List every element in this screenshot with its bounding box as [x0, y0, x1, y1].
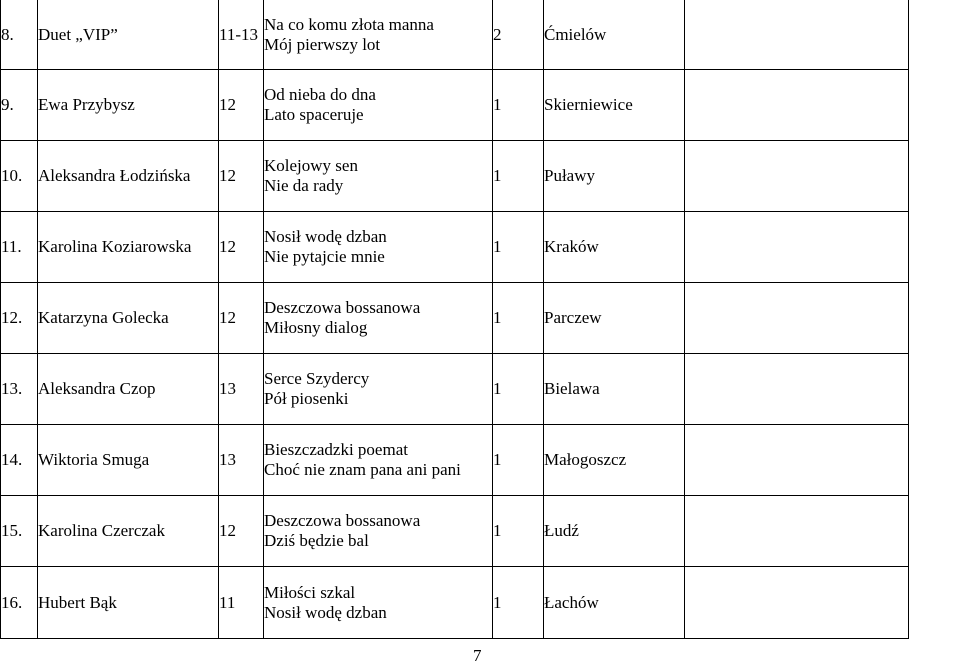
participant-name: Katarzyna Golecka: [38, 283, 219, 354]
participant-name: Ewa Przybysz: [38, 70, 219, 141]
row-number: 11.: [1, 212, 38, 283]
participant-name: Wiktoria Smuga: [38, 425, 219, 496]
song-title: Choć nie znam pana ani pani: [264, 460, 461, 479]
participant-age: 13: [219, 354, 264, 425]
table-row: [1, 212, 909, 283]
row-number: 10.: [1, 141, 38, 212]
participant-name: Hubert Bąk: [38, 567, 219, 639]
song-title: Kolejowy sen: [264, 156, 358, 175]
songs-cell: [264, 567, 493, 639]
song-title: Nie pytajcie mnie: [264, 247, 385, 266]
participant-name: Karolina Czerczak: [38, 496, 219, 567]
songs-cell: [264, 354, 493, 425]
participant-name: Karolina Koziarowska: [38, 212, 219, 283]
empty-cell: [685, 283, 909, 354]
participant-age: 13: [219, 425, 264, 496]
songs-cell: [264, 212, 493, 283]
song-title: Dziś będzie bal: [264, 531, 369, 550]
entry-count: 1: [493, 283, 544, 354]
participant-city: Skierniewice: [544, 70, 685, 141]
songs-cell: [264, 425, 493, 496]
entry-count: 2: [493, 0, 544, 70]
entry-count: 1: [493, 70, 544, 141]
entry-count: 1: [493, 141, 544, 212]
row-number: 8.: [1, 0, 38, 70]
empty-cell: [685, 567, 909, 639]
song-title: Miłości szkal: [264, 582, 356, 602]
participant-city: Parczew: [544, 283, 685, 354]
songs-cell: [264, 70, 493, 141]
entry-count: 1: [493, 567, 544, 639]
participant-age: 12: [219, 212, 264, 283]
song-title: Nosił wodę dzban: [264, 227, 387, 246]
songs-cell: [264, 141, 493, 212]
row-number: 9.: [1, 70, 38, 141]
song-title: Pół piosenki: [264, 389, 349, 408]
row-number: 12.: [1, 283, 38, 354]
row-number: 14.: [1, 425, 38, 496]
participant-city: Małogoszcz: [544, 425, 685, 496]
participant-city: Puławy: [544, 141, 685, 212]
row-number: 13.: [1, 354, 38, 425]
empty-cell: [685, 0, 909, 70]
participant-name: Aleksandra Czop: [38, 354, 219, 425]
participant-city: Łudź: [544, 496, 685, 567]
participant-age: 12: [219, 496, 264, 567]
song-title: Mój pierwszy lot: [264, 34, 381, 54]
table-row: [1, 0, 909, 70]
song-title: Nosił wodę dzban: [264, 602, 387, 622]
table-row: [1, 354, 909, 425]
entry-count: 1: [493, 496, 544, 567]
songs-cell: [264, 496, 493, 567]
entry-count: 1: [493, 425, 544, 496]
song-title: Na co komu złota manna: [264, 14, 434, 34]
table-row: [1, 283, 909, 354]
participant-name: Duet „VIP”: [38, 0, 219, 70]
entry-count: 1: [493, 212, 544, 283]
songs-cell: [264, 0, 493, 70]
empty-cell: [685, 496, 909, 567]
song-title: Lato spaceruje: [264, 105, 364, 124]
participant-city: Bielawa: [544, 354, 685, 425]
empty-cell: [685, 212, 909, 283]
song-title: Od nieba do dna: [264, 85, 376, 104]
table-row: [1, 425, 909, 496]
empty-cell: [685, 70, 909, 141]
empty-cell: [685, 141, 909, 212]
participant-age: 11: [219, 567, 264, 639]
song-title: Serce Szydercy: [264, 369, 370, 388]
song-title: Bieszczadzki poemat: [264, 440, 408, 459]
empty-cell: [685, 425, 909, 496]
table-row: [1, 70, 909, 141]
page-number: 7: [473, 646, 482, 665]
participant-city: Łachów: [544, 567, 685, 639]
participant-city: Ćmielów: [544, 0, 685, 70]
song-title: Miłosny dialog: [264, 318, 368, 337]
song-title: Deszczowa bossanowa: [264, 511, 421, 530]
song-title: Nie da rady: [264, 176, 344, 195]
row-number: 15.: [1, 496, 38, 567]
participant-age: 12: [219, 141, 264, 212]
participant-name: Aleksandra Łodzińska: [38, 141, 219, 212]
participant-city: Kraków: [544, 212, 685, 283]
table-row: [1, 496, 909, 567]
empty-cell: [685, 354, 909, 425]
table-row: [1, 567, 909, 639]
table-row: [1, 141, 909, 212]
entry-count: 1: [493, 354, 544, 425]
songs-cell: [264, 283, 493, 354]
song-title: Deszczowa bossanowa: [264, 298, 421, 317]
participant-age: 12: [219, 70, 264, 141]
participant-age: 11-13: [219, 0, 264, 70]
row-number: 16.: [1, 567, 38, 639]
participant-age: 12: [219, 283, 264, 354]
